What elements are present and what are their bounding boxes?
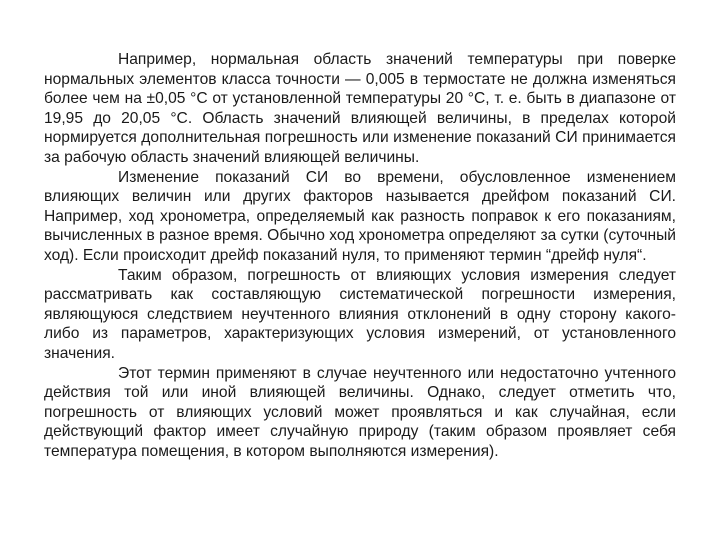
paragraph-random-factor: Этот термин применяют в случае неучтенного или недостаточно учтенного действия той или иной влияющей величины. Однако, следует отметить что, погрешность от влияющих условий может проявляться и как случайная, если действующий фактор имеет случайную природу (таким образом проявляет себя температура помещения, в котором выполняются измерения). bbox=[44, 364, 676, 460]
paragraph-drift: Изменение показаний СИ во времени, обусловленное изменением влияющих величин или других факторов называется дрейфом показаний СИ. Например, ход хронометра, определяемый как разность поправок к его показаниям, вычисленных в разное время. Обычно ход хронометра определяют за сутки (суточный ход). Если происходит дрейф показаний нуля, то применяют термин “дрейф нуля“. bbox=[44, 168, 676, 264]
document-body bbox=[44, 50, 676, 461]
paragraph-influence-error: Таким образом, погрешность от влияющих условия измерения следует рассматривать как составляющую систематической погрешности измерения, являющуюся следствием неучтенного влияния отклонений в одну сторону какого-либо из параметров, характеризующих условия измерений, от установленного значения. bbox=[44, 266, 676, 362]
paragraph-normal-range: Например, нормальная область значений температуры при поверке нормальных элементов класса точности — 0,005 в термостате не должна изменяться более чем на ±0,05 °С от установленной температуры 20 °С, т. е. быть в диапазоне от 19,95 до 20,05 °С. Область значений влияющей величины, в пределах которой нормируется дополнительная погрешность или изменение показаний СИ принимается за рабочую область значений влияющей величины. bbox=[44, 51, 676, 166]
